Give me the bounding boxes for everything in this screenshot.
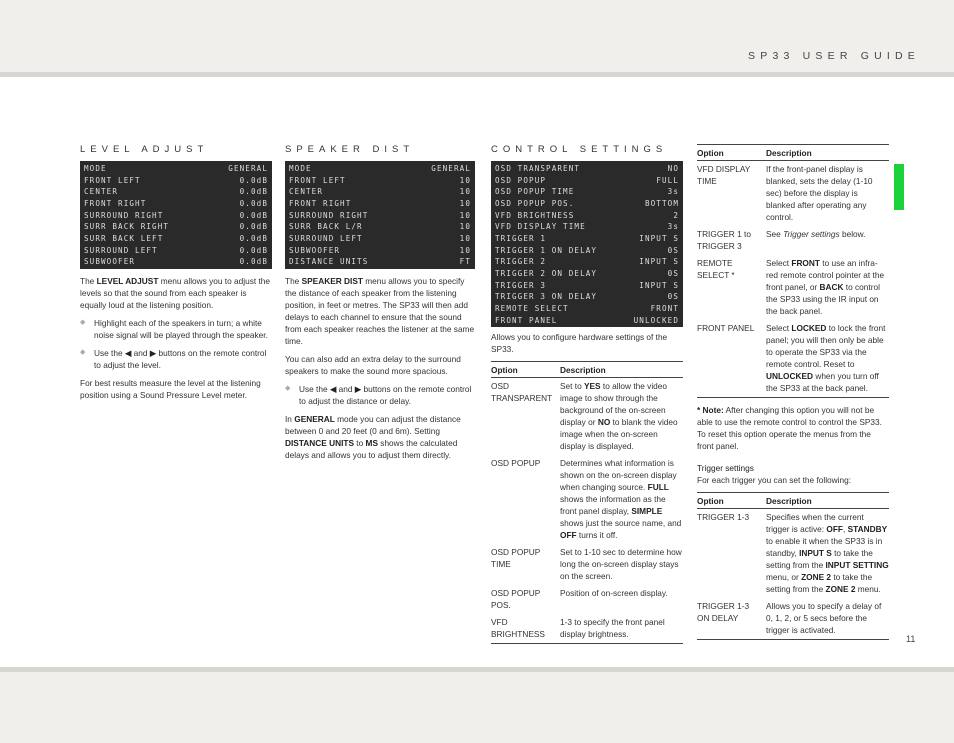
osd-menu-value: 0.0dB [239,198,268,208]
osd-menu-row [289,198,471,210]
left-arrow-icon: ◀ [329,383,337,394]
trigger-settings-intro: For each trigger you can set the following: [697,475,852,485]
osd-menu-value: FULL [656,175,679,185]
osd-menu-row [84,233,268,245]
table-row: OSD POPUP Determines what information is shown on the on-screen display when changing source. FULL shows the information as the front panel display, SIMPLE shows just the source name, and OFF turns it off. [491,458,682,541]
osd-menu-label: SURR BACK L/R [289,222,363,232]
osd-menu-label: REMOTE SELECT [495,303,569,313]
osd-menu-label: MODE [289,164,312,173]
osd-menu-value: 10 [459,233,471,243]
osd-menu-row [84,221,268,233]
table-header-row [697,493,889,509]
level-adjust-osd-screen [80,161,272,269]
osd-menu-label: FRONT LEFT [289,175,346,185]
table-row: OSD POPUP TIME Set to 1-10 sec to determine how long the on-screen display stays on the screen. [491,547,682,582]
osd-menu-value: 0.0dB [239,175,268,185]
osd-menu-value: 10 [459,245,471,255]
osd-menu-value: 0.0dB [239,233,268,243]
osd-menu-value: NO [667,164,679,173]
speaker-bullet-buttons: ◆ Use the ◀ and ▶ buttons on the remote control to adjust the distance or delay. [285,383,472,406]
trigger-settings-table [697,492,889,640]
remote-note: * Note: After changing this option you will not be able to use the remote control to control the SP33. To reset this option operate the menus from the front panel. [697,405,882,451]
osd-menu-label: TRIGGER 3 ON DELAY [495,292,598,302]
osd-menu-value: 10 [459,210,471,220]
osd-menu-value: FT [459,257,471,267]
option-column-header: Option [491,362,560,378]
table-row: OSD TRANSPARENT Set to YES to allow the video image to show through the background of the on-screen display or NO to blank the video image when the on-screen display is displayed. [491,381,678,452]
osd-menu-row [495,198,679,210]
osd-menu-row [84,256,268,268]
top-band [0,0,954,77]
speaker-dist-heading: SPEAKER DIST [285,144,415,155]
osd-menu-value: BOTTOM [644,198,679,208]
osd-menu-label: SURR BACK RIGHT [84,222,170,232]
osd-menu-label: TRIGGER 3 [495,280,547,290]
osd-menu-row [84,186,268,198]
osd-menu-value: GENERAL [228,164,268,173]
osd-menu-label: CENTER [289,187,324,197]
osd-menu-value: 0S [667,292,679,302]
osd-menu-value: INPUT S [639,233,679,243]
osd-menu-value: UNLOCKED [633,315,679,325]
description-column-header: Description [766,145,889,161]
control-settings-column [491,144,683,644]
osd-menu-value: 0.0dB [239,257,268,267]
osd-menu-value: 0S [667,245,679,255]
osd-menu-label: OSD POPUP [495,175,547,185]
osd-menu-label: OSD POPUP TIME [495,187,575,197]
description-column-header: Description [766,493,889,509]
osd-menu-label: SURR BACK LEFT [84,233,164,243]
bottom-band [0,667,954,743]
osd-menu-value: 2 [673,210,679,220]
control-settings-heading: CONTROL SETTINGS [491,144,668,155]
section-tab-marker [894,164,904,210]
control-settings-table [491,361,683,644]
osd-menu-label: VFD DISPLAY TIME [495,222,586,232]
osd-menu-label: MODE [84,164,107,173]
osd-menu-value: INPUT S [639,280,679,290]
osd-menu-row [84,198,268,210]
osd-menu-value: 0.0dB [239,210,268,220]
osd-menu-label: TRIGGER 1 [495,233,547,243]
bullet-diamond-icon: ◆ [285,384,291,392]
osd-menu-label: DISTANCE UNITS [289,257,369,267]
osd-menu-row [495,210,679,222]
option-column-header: Option [697,145,766,161]
osd-menu-row [495,221,679,233]
osd-menu-label: SUBWOOFER [289,245,341,255]
left-arrow-icon: ◀ [124,347,132,358]
osd-menu-row [84,210,268,222]
osd-menu-row [495,186,679,198]
osd-menu-row [495,175,679,187]
osd-menu-row [495,245,679,257]
osd-menu-value: 3s [667,222,679,232]
osd-menu-row [84,175,268,187]
osd-menu-label: TRIGGER 1 ON DELAY [495,245,598,255]
page-number: 11 [906,634,916,644]
osd-menu-label: TRIGGER 2 ON DELAY [495,268,598,278]
osd-menu-value: 10 [459,198,471,208]
remote-options-table [697,144,889,398]
osd-menu-value: FRONT [650,303,679,313]
table-row: REMOTE SELECT * Select FRONT to use an infra-red remote control pointer at the front panel, or BACK to control the SP33 using the IR input on the back panel. [697,258,885,316]
osd-menu-row [495,256,679,268]
osd-menu-label: FRONT RIGHT [84,198,147,208]
osd-menu-value: 0S [667,268,679,278]
speaker-dist-osd-screen [285,161,475,269]
osd-menu-label: SUBWOOFER [84,257,136,267]
control-settings-osd-screen [491,161,683,327]
bullet-diamond-icon: ◆ [80,318,86,326]
osd-menu-row [289,233,471,245]
level-adjust-column [80,144,272,407]
osd-menu-value: 10 [459,175,471,185]
osd-menu-row [495,315,679,327]
osd-menu-value: 0.0dB [239,222,268,232]
osd-menu-row [495,163,679,175]
osd-menu-row [289,210,471,222]
osd-menu-row [495,303,679,315]
osd-menu-row [84,163,268,175]
osd-menu-row [289,245,471,257]
osd-menu-row [289,163,471,175]
osd-menu-value: 0.0dB [239,245,268,255]
description-column-header: Description [560,362,683,378]
osd-menu-value: 10 [459,222,471,232]
osd-menu-row [84,245,268,257]
table-row: VFD DISPLAY TIME If the front-panel display is blanked, sets the delay (1-10 sec) before the display is blanked after operating any control. [697,164,873,222]
table-header-row [491,362,683,378]
osd-menu-label: SURROUND LEFT [289,233,363,243]
table-row: VFD BRIGHTNESS 1-3 to specify the front panel display brightness. [491,617,665,640]
osd-menu-row [289,186,471,198]
level-bullet-buttons: ◆ Use the ◀ and ▶ buttons on the remote control to adjust the level. [80,347,267,370]
guide-title: SP33 USER GUIDE [748,50,920,62]
table-header-row [697,145,889,161]
osd-menu-value: 10 [459,187,471,197]
table-row: OSD POPUP POS. Position of on-screen display. [491,588,668,611]
table-row: TRIGGER 1 to TRIGGER 3 See Trigger settings below. [697,229,866,251]
osd-menu-row [495,268,679,280]
osd-menu-label: TRIGGER 2 [495,257,547,267]
control-settings-intro: Allows you to configure hardware settings of the SP33. [491,332,668,355]
osd-menu-value: GENERAL [431,164,471,173]
bullet-diamond-icon: ◆ [80,348,86,356]
osd-menu-row [495,233,679,245]
osd-menu-label: OSD POPUP POS. [495,198,575,208]
right-options-column [697,144,889,640]
right-arrow-icon: ▶ [149,347,157,358]
osd-menu-label: FRONT PANEL [495,315,558,325]
osd-menu-label: OSD TRANSPARENT [495,164,581,173]
osd-menu-value: 0.0dB [239,187,268,197]
level-adjust-heading: LEVEL ADJUST [80,144,209,155]
speaker-dist-intro: The SPEAKER DIST menu allows you to specify the distance of each speaker from the listening position, in feet or metres. The SP33 will then add delays to each channel to ensure that the sound from each speaker reaches the listener at the same time. [285,275,475,346]
osd-menu-label: SURROUND RIGHT [84,210,164,220]
osd-menu-row [289,221,471,233]
osd-menu-row [495,291,679,303]
speaker-dist-column [285,144,475,467]
table-row: TRIGGER 1-3 ON DELAY Allows you to specify a delay of 0, 1, 2, or 5 secs before the trigger is activated. [697,601,882,635]
option-column-header: Option [697,493,766,509]
osd-menu-row [289,175,471,187]
level-bullet-highlight: ◆ Highlight each of the speakers in turn; a white noise signal will be played through the speaker. [80,317,268,340]
speaker-dist-general: In GENERAL mode you can adjust the distance between 0 and 20 feet (0 and 6m). Setting DISTANCE UNITS to MS shows the calculated delays and allows you to adjust them directly. [285,413,461,460]
osd-menu-label: SURROUND RIGHT [289,210,369,220]
osd-menu-value: INPUT S [639,257,679,267]
level-adjust-intro: The LEVEL ADJUST menu allows you to adjust the levels so that the sound from each speaker is equally loud at the listening position. [80,275,271,310]
osd-menu-row [289,256,471,268]
osd-menu-label: CENTER [84,187,119,197]
osd-menu-label: SURROUND LEFT [84,245,158,255]
osd-menu-label: FRONT RIGHT [289,198,352,208]
trigger-settings-heading: Trigger settings [697,463,754,473]
right-arrow-icon: ▶ [354,383,362,394]
level-adjust-tip: For best results measure the level at the listening position using a Sound Pressure Level meter. [80,377,261,400]
osd-menu-row [495,280,679,292]
table-row: FRONT PANEL Select LOCKED to lock the front panel; you will then only be able to operate the SP33 via the remote control. Reset to UNLOCKED when you turn off the SP33 at the back panel. [697,323,886,393]
osd-menu-label: FRONT LEFT [84,175,141,185]
speaker-dist-extra: You can also add an extra delay to the surround speakers to make the sound more spacious. [285,353,461,376]
osd-menu-label: VFD BRIGHTNESS [495,210,575,220]
osd-menu-value: 3s [667,187,679,197]
table-row: TRIGGER 1-3 Specifies when the current trigger is active: OFF, STANDBY to enable it when the SP33 is in standby, INPUT S to take the setting from the INPUT SETTING menu, or ZONE 2 to take the setting from the ZONE 2 menu. [697,512,889,594]
